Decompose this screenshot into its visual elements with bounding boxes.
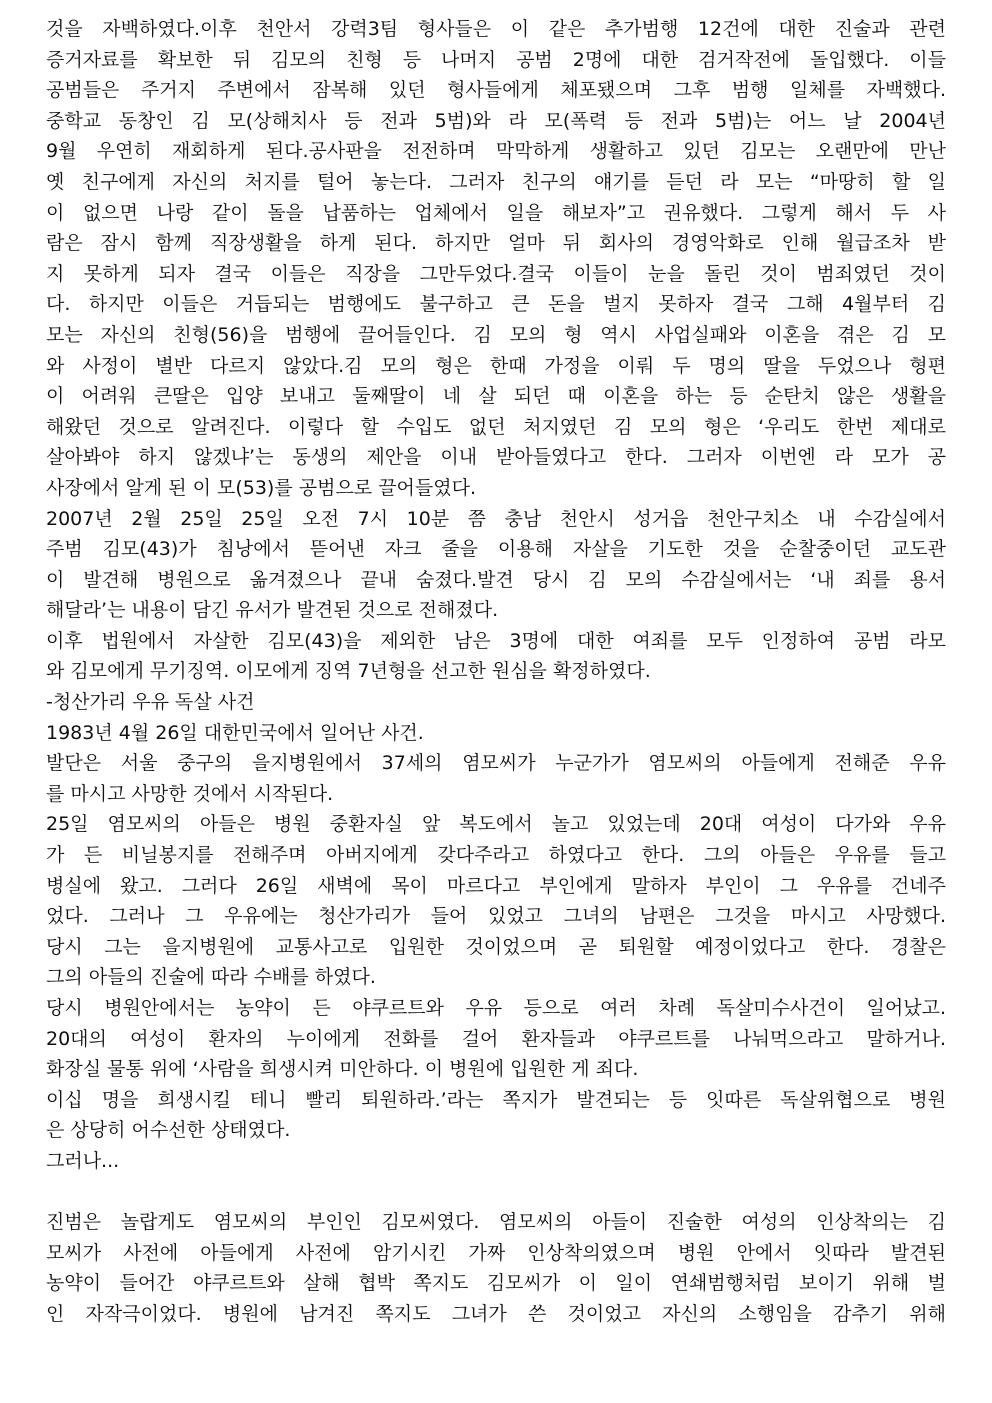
text-line: 25일 염모씨의 아들은 병원 중환자실 앞 복도에서 놀고 있었는데 20대 여성이 다가와 우유 xyxy=(46,813,946,836)
text-line: 와 김모에게 무기징역. 이모에게 징역 7년형을 선고한 원심을 확정하였다. xyxy=(46,660,651,683)
text-line: 20대의 여성이 환자의 누이에게 전화를 걸어 환자들과 야쿠르트를 나눠먹으라고 말하거나. xyxy=(46,1027,946,1050)
text-line: 증거자료를 확보한 뒤 김모의 친형 등 나머지 공범 2명에 대한 검거작전에 돌입했다. 이들 xyxy=(46,48,946,71)
text-line: 것을 자백하였다.이후 천안서 강력3팀 형사들은 이 같은 추가범행 12건에 대한 진술과 관련 xyxy=(46,18,946,40)
text-line: 이 없으면 나랑 같이 돌을 납품하는 업체에서 일을 해보자”고 권유했다. 그렇게 해서 두 사 xyxy=(46,201,946,224)
text-line: 그의 아들의 진술에 따라 수배를 하였다. xyxy=(46,966,376,989)
text-line: 옛 친구에게 자신의 처지를 털어 놓는다. 그러자 친구의 얘기를 듣던 라 모는 “마땅히 할 일 xyxy=(46,170,946,193)
text-line: 이 발견해 병원으로 옮겨졌으나 끝내 숨졌다.발견 당시 김 모의 수감실에서는 ‘내 죄를 용서 xyxy=(46,568,946,591)
text-line: 다. 하지만 이들은 거듭되는 범행에도 불구하고 큰 돈을 벌지 못하자 결국 그해 4월부터 김 xyxy=(46,293,946,316)
text-line: 진범은 놀랍게도 염모씨의 부인인 김모씨였다. 염모씨의 아들이 진술한 여성의 인상착의는 김 xyxy=(46,1211,946,1234)
text-line: 해달라’는 내용이 담긴 유서가 발견된 것으로 전해졌다. xyxy=(46,599,499,622)
text-line: 농약이 들어간 야쿠르트와 살해 협박 쪽지도 김모씨가 이 일이 연쇄범행처럼 보이기 위해 벌 xyxy=(46,1272,946,1295)
text-line: 가 든 비닐봉지를 전해주며 아버지에게 갖다주라고 하였다고 한다. 그의 아들은 우유를 들고 xyxy=(46,844,946,867)
text-line: 발단은 서울 중구의 을지병원에서 37세의 염모씨가 누군가가 염모씨의 아들에게 전해준 우유 xyxy=(46,752,946,775)
text-line: 중학교 동창인 김 모(상해치사 등 전과 5범)와 라 모(폭력 등 전과 5범)는 어느 날 2004년 xyxy=(46,109,946,132)
text-line: 당시 그는 을지병원에 교통사고로 입원한 것이었으며 곧 퇴원할 예정이었다고 한다. 경찰은 xyxy=(46,935,946,958)
text-line: 그러나... xyxy=(46,1149,120,1172)
text-line: 람은 잠시 함께 직장생활을 하게 된다. 하지만 얼마 뒤 회사의 경영악화로 인해 월급조차 받 xyxy=(46,232,946,255)
text-line: 해왔던 것으로 알려진다. 이렇다 할 수입도 없던 처지였던 김 모의 형은 ‘우리도 한번 제대로 xyxy=(46,415,946,438)
text-line: 9월 우연히 재회하게 된다.공사판을 전전하며 막막하게 생활하고 있던 김모는 오랜만에 만난 xyxy=(46,140,946,163)
text-line: 모씨가 사전에 아들에게 사전에 암기시킨 가짜 인상착의였으며 병원 안에서 잇따라 발견된 xyxy=(46,1241,946,1264)
text-line: 공범들은 주거지 주변에서 잠복해 있던 형사들에게 체포됐으며 그후 범행 일체를 자백했다. xyxy=(46,79,946,102)
text-line: 당시 병원안에서는 농약이 든 야쿠르트와 우유 등으로 여러 차례 독살미수사건이 일어났고. xyxy=(46,997,946,1019)
text-line: 사장에서 알게 된 이 모(53)를 공범으로 끌어들였다. xyxy=(46,476,477,499)
document-body xyxy=(46,14,946,1330)
text-line: 2007년 2월 25일 25일 오전 7시 10분 쯤 충남 천안시 성거읍 천안구치소 내 수감실에서 xyxy=(46,507,946,530)
text-line: 인 자작극이었다. 병원에 남겨진 쪽지도 그녀가 쓴 것이었고 자신의 소행임을 감추기 위해 xyxy=(46,1302,946,1325)
text-line: 화장실 물통 위에 ‘사람을 희생시켜 미안하다. 이 병원에 입원한 게 죄다. xyxy=(46,1058,639,1081)
text-line: 를 마시고 사망한 것에서 시작된다. xyxy=(46,782,334,805)
text-line: 지 못하게 되자 결국 이들은 직장을 그만두었다.결국 이들이 눈을 돌린 것이 범죄였던 것이 xyxy=(46,262,946,285)
text-line: 이 어려워 큰딸은 입양 보내고 둘째딸이 네 살 되던 때 이혼을 하는 등 순탄치 않은 생활을 xyxy=(46,385,946,408)
text-line: 1983년 4월 26일 대한민국에서 일어난 사건. xyxy=(46,721,424,744)
text-line: 었다. 그러나 그 우유에는 청산가리가 들어 있었고 그녀의 남편은 그것을 마시고 사망했다. xyxy=(46,905,946,928)
section-heading: -청산가리 우유 독살 사건 xyxy=(46,691,255,714)
text-line: 이십 명을 희생시킬 테니 빨리 퇴원하라.’라는 쪽지가 발견되는 등 잇따른 독살위협으로 병원 xyxy=(46,1088,946,1111)
text-line: 은 상당히 어수선한 상태였다. xyxy=(46,1119,291,1142)
text-line: 모는 자신의 친형(56)을 범행에 끌어들인다. 김 모의 형 역시 사업실패와 이혼을 겪은 김 모 xyxy=(46,323,946,346)
text-line: 와 사정이 별반 다르지 않았다.김 모의 형은 한때 가정을 이뤄 두 명의 딸을 두었으나 형편 xyxy=(46,354,946,377)
text-line: 병실에 왔고. 그러다 26일 새벽에 목이 마르다고 부인에게 말하자 부인이 그 우유를 건네주 xyxy=(46,874,946,897)
text-line: 이후 법원에서 자살한 김모(43)을 제외한 남은 3명에 대한 여죄를 모두 인정하여 공범 라모 xyxy=(46,629,946,652)
blank-line xyxy=(46,1177,946,1208)
text-line: 주범 김모(43)가 침낭에서 뜯어낸 자크 줄을 이용해 자살을 기도한 것을 순찰중이던 교도관 xyxy=(46,538,946,561)
text-line: 살아봐야 하지 않겠냐’는 동생의 제안을 이내 받아들였다고 한다. 그러자 이번엔 라 모가 공 xyxy=(46,446,946,469)
